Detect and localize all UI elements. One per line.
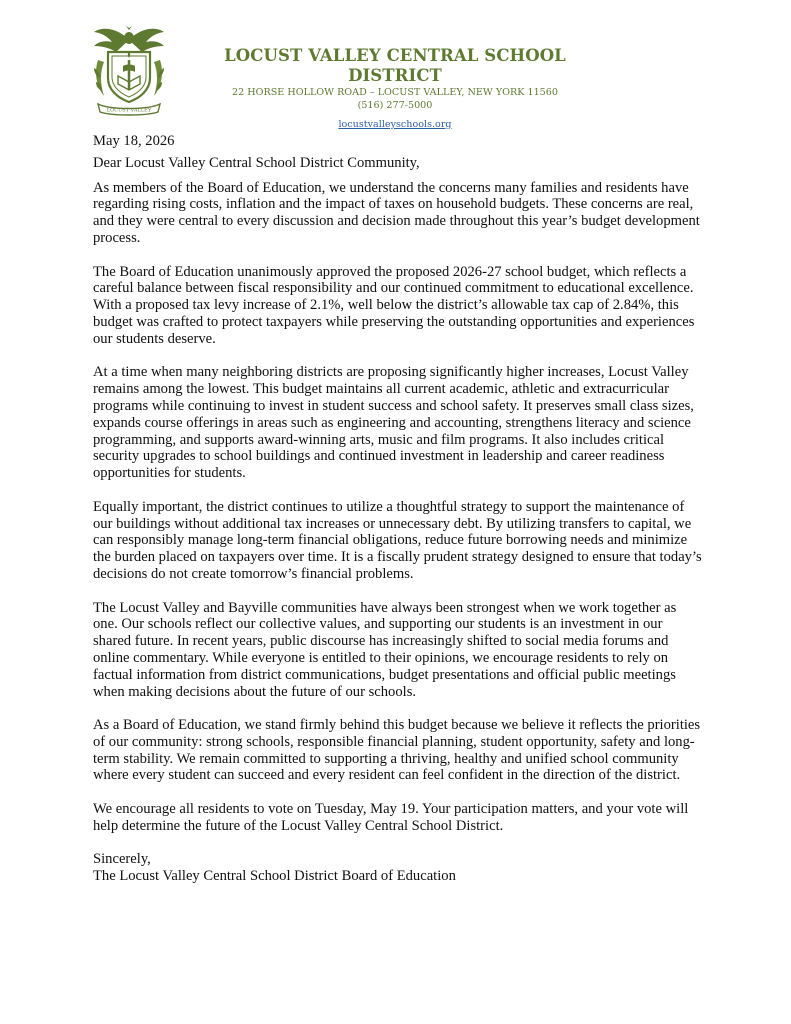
letter-paragraph: The Board of Education unanimously approved the proposed 2026-27 school budget, which reflects a careful balance between fiscal responsibility and our continued commitment to educational excellence. With a proposed tax levy increase of 2.1%, well below the district’s allowable tax cap of 2.84%, this budget was crafted to protect taxpayers while preserving the outstanding opportunities and experiences our students deserve. <box>93 263 695 347</box>
letterhead <box>0 0 791 130</box>
district-name: LOCUST VALLEY CENTRAL SCHOOL DISTRICT <box>224 46 566 85</box>
letter-body <box>93 133 703 885</box>
letter-paragraph: As members of the Board of Education, we understand the concerns many families and residents have regarding rising costs, inflation and the impact of taxes on household budgets. These concerns are real, and they were central to every discussion and decision made throughout this year’s budget development process. <box>93 179 700 246</box>
district-crest-icon <box>88 20 170 116</box>
letter-date: May 18, 2026 <box>93 133 175 149</box>
district-phone: (516) 277-5000 <box>357 100 433 111</box>
letter-paragraph: We encourage all residents to vote on Tuesday, May 19. Your participation matters, and your vote will help determine the future of the Locust Valley Central School District. <box>93 801 689 834</box>
letter-signature: The Locust Valley Central School District Board of Education <box>93 868 456 885</box>
letter-salutation: Dear Locust Valley Central School District Community, <box>93 154 420 171</box>
letter-paragraph: As a Board of Education, we stand firmly behind this budget because we believe it reflects the priorities of our community: strong schools, responsible financial planning, student opportunity, safety and long-term stability. We remain committed to supporting a thriving, healthy and unified school community where every student can succeed and every resident can feel confident in the direction of the district. <box>93 717 701 784</box>
letter-paragraph: At a time when many neighboring districts are proposing significantly higher increases, Locust Valley remains among the lowest. This budget maintains all current academic, athletic and extracurricular programs while continuing to invest in student success and school safety. It preserves small class sizes, expands course offerings in areas such as engineering and accounting, strengthens literacy and science programming, and supports award-winning arts, music and film programs. It also includes critical security upgrades to school buildings and continued investment in leadership and career readiness opportunities for students. <box>93 364 694 482</box>
svg-text:LOCUST VALLEY: LOCUST VALLEY <box>106 107 152 114</box>
letter-paragraph: Equally important, the district continues to utilize a thoughtful strategy to support the maintenance of our buildings without additional tax increases or unnecessary debt. By utilizing transfers to capital, we can responsibly manage long-term financial obligations, reduce future borrowing needs and minimize the burden placed on taxpayers over time. It is a fiscally prudent strategy designed to ensure that today’s decisions do not create tomorrow’s financial problems. <box>93 498 702 582</box>
letter-closing: Sincerely, <box>93 851 151 868</box>
letterhead-text <box>180 46 610 131</box>
district-website-link[interactable]: locustvalleyschools.org <box>338 119 452 130</box>
district-address: 22 HORSE HOLLOW ROAD – LOCUST VALLEY, NEW YORK 11560 <box>232 87 558 98</box>
letter-paragraph: The Locust Valley and Bayville communities have always been strongest when we work together as one. Our schools reflect our collective values, and supporting our students is an investment in our shared future. In recent years, public discourse has increasingly shifted to social media forums and online commentary. While everyone is entitled to their opinions, we encourage residents to rely on factual information from district communications, budget presentations and official public meetings when making decisions about the future of our schools. <box>93 599 677 700</box>
